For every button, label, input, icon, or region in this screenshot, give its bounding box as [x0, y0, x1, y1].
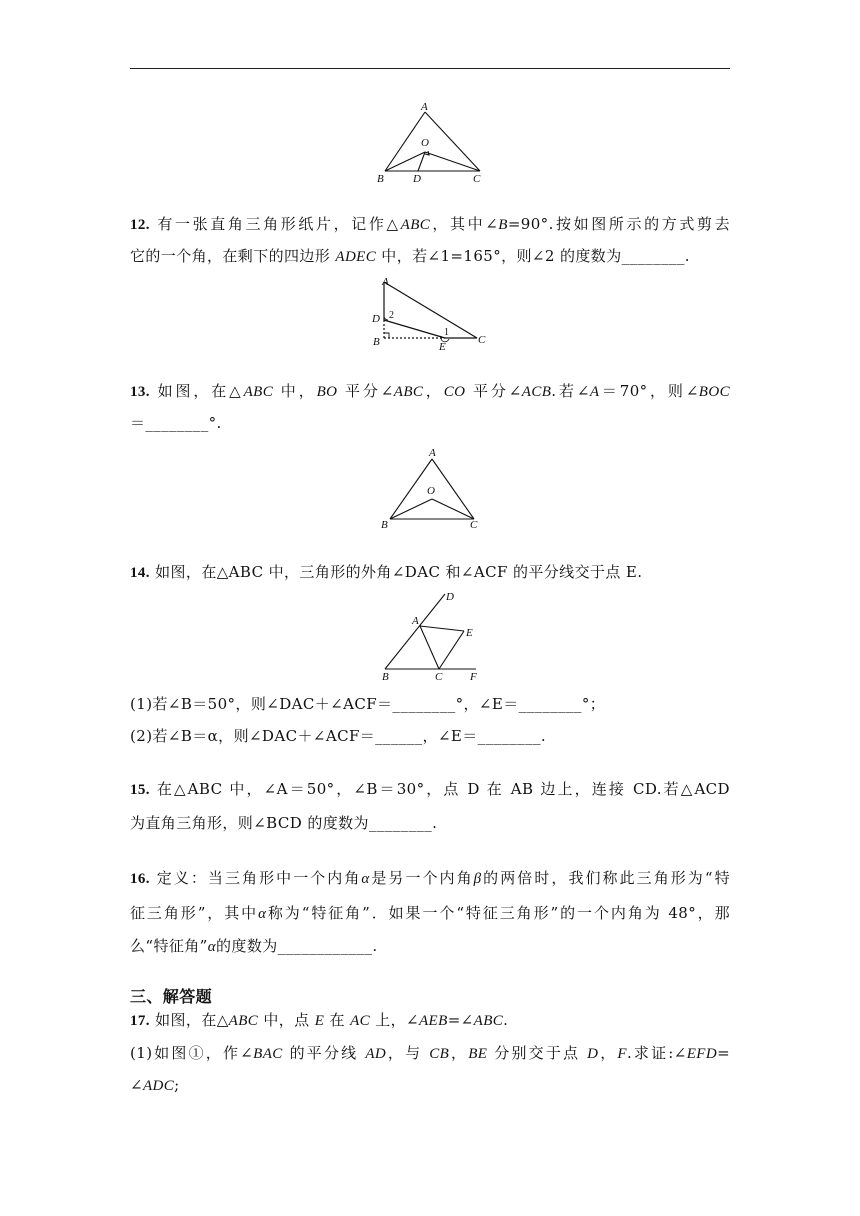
text: 的度数为____________. — [216, 937, 378, 955]
figure-12 — [364, 274, 494, 354]
text: BOC — [698, 384, 730, 400]
text: 平分∠ — [465, 382, 522, 400]
text: 中，点 — [258, 1011, 315, 1029]
text: ∠ — [130, 1076, 143, 1094]
text: ADEC — [335, 249, 377, 265]
text: ， — [423, 382, 444, 400]
q17-line-2 — [130, 1043, 730, 1064]
text: α — [207, 939, 217, 955]
edge-ac — [425, 112, 480, 171]
text: 的平分线 — [282, 1044, 366, 1062]
text: =∠ — [447, 1011, 474, 1029]
q16-line-1 — [130, 868, 730, 889]
text: 的两倍时，我们称此三角形为“特 — [481, 869, 730, 887]
label-o: O — [421, 137, 429, 149]
text: CO — [443, 384, 466, 400]
text: B — [498, 217, 508, 233]
label-d: D — [413, 173, 421, 185]
text: 中，若∠1=165°，则∠2 的度数为________. — [376, 247, 690, 265]
text: 定义：当三角形中一个内角 — [149, 869, 362, 887]
section-title: 三、解答题 — [130, 987, 213, 1006]
figure-14 — [372, 586, 492, 682]
q14-line-1 — [130, 562, 730, 583]
q17-number: 17. — [130, 1013, 150, 1029]
label-f: F — [470, 671, 477, 682]
text: ， — [598, 1044, 618, 1062]
label-b: B — [382, 671, 389, 682]
text: α — [361, 871, 370, 887]
text: BO — [316, 384, 338, 400]
segment-oc — [432, 499, 474, 519]
label-angle-1: 1 — [444, 327, 449, 338]
label-d: D — [446, 591, 454, 603]
segment-ce — [439, 631, 464, 669]
edge-ac — [420, 626, 439, 669]
text: ， — [449, 1044, 469, 1062]
text: 中， — [273, 382, 317, 400]
text: (1)如图①，作∠ — [130, 1044, 254, 1062]
label-a: A — [382, 276, 389, 288]
text: 称为“特征角”．如果一个“特征三角形”的一个内角为 48°，那 — [266, 904, 731, 922]
label-o: O — [427, 485, 435, 497]
text: AC — [350, 1013, 371, 1029]
angle-2-arc — [384, 316, 388, 320]
label-c: C — [435, 671, 443, 682]
text: AD — [365, 1046, 387, 1062]
label-c: C — [473, 173, 481, 185]
text: CB — [429, 1046, 450, 1062]
text: ABC — [228, 1013, 259, 1029]
label-c: C — [470, 519, 478, 531]
text: ABC — [393, 384, 424, 400]
q13-line-2: ＝________°. — [130, 414, 222, 432]
label-b: B — [377, 173, 384, 185]
label-a: A — [412, 615, 419, 627]
text: ; — [174, 1076, 180, 1094]
edge-ab — [390, 459, 432, 519]
q12-line-1 — [130, 214, 730, 235]
text: ＝70°，则∠ — [599, 382, 699, 400]
label-e: E — [466, 627, 473, 639]
text: D — [587, 1046, 599, 1062]
label-c: C — [478, 334, 486, 346]
text: ADC — [142, 1078, 175, 1094]
text: 它的一个角，在剩下的四边形 — [130, 247, 336, 265]
text: =90°.按如图所示的方式剪去 — [507, 215, 730, 233]
text: .若∠ — [551, 382, 590, 400]
text: 平分∠ — [337, 382, 394, 400]
q17-line-3 — [130, 1075, 730, 1096]
text: . — [503, 1011, 509, 1029]
text: BAC — [253, 1046, 283, 1062]
text: BE — [468, 1046, 488, 1062]
text: AEB — [418, 1013, 448, 1029]
q14-number: 14. — [130, 565, 150, 581]
text: EFD — [686, 1046, 718, 1062]
text: 如图，在△ — [149, 382, 244, 400]
cut-de — [384, 320, 445, 338]
text: 在 — [324, 1011, 351, 1029]
right-angle-mark — [384, 333, 389, 338]
q13-line-1 — [130, 381, 730, 402]
label-a: A — [429, 447, 436, 459]
figure-13 — [370, 444, 490, 534]
ray-bd — [385, 594, 445, 669]
edge-ac — [432, 459, 474, 519]
text: ，与 — [386, 1044, 430, 1062]
label-a: A — [421, 101, 428, 113]
text: 有一张直角三角形纸片，记作△ — [149, 215, 401, 233]
text: 在△ABC 中，∠A＝50°，∠B＝30°，点 D 在 AB 边上，连接 CD.若△ACD — [149, 780, 730, 798]
q15-number: 15. — [130, 782, 150, 798]
label-angle-2: 2 — [389, 310, 394, 321]
text: ，其中∠ — [430, 215, 499, 233]
q13-number: 13. — [130, 384, 150, 400]
q12-number: 12. — [130, 217, 150, 233]
text: E — [314, 1013, 325, 1029]
segment-ae — [420, 626, 464, 631]
text: 分别交于点 — [487, 1044, 588, 1062]
text: ABC — [473, 1013, 504, 1029]
q16-line-2 — [130, 903, 730, 924]
text: A — [589, 384, 600, 400]
text: ACB — [521, 384, 552, 400]
text: α — [258, 906, 267, 922]
text: 么“特征角” — [130, 937, 208, 955]
text: .求证:∠ — [626, 1044, 687, 1062]
q16-line-3 — [130, 936, 730, 957]
text: 征三角形”，其中 — [130, 904, 259, 922]
q15-line-1 — [130, 779, 730, 800]
text: 如图，在△ABC 中，三角形的外角∠DAC 和∠ACF 的平分线交于点 E. — [149, 563, 643, 581]
text: = — [717, 1044, 731, 1062]
label-e: E — [439, 341, 446, 353]
label-d: D — [372, 313, 380, 325]
segment-bo — [390, 499, 432, 519]
edge-ab — [385, 112, 425, 171]
text: ABC — [400, 217, 431, 233]
edge-ac — [384, 282, 477, 338]
figure-11 — [360, 98, 500, 186]
q15-line-2: 为直角三角形，则∠BCD 的度数为________. — [130, 814, 438, 832]
text: 如图，在△ — [149, 1011, 229, 1029]
label-b: B — [381, 519, 388, 531]
text: β — [473, 871, 482, 887]
text: 上，∠ — [370, 1011, 419, 1029]
text: F — [617, 1046, 627, 1062]
text: ABC — [243, 384, 274, 400]
q14-part-2: (2)若∠B＝α，则∠DAC＋∠ACF＝______，∠E＝________. — [130, 727, 547, 745]
header-rule — [130, 68, 730, 69]
text: 是另一个内角 — [369, 869, 474, 887]
q17-line-1 — [130, 1010, 730, 1031]
q12-line-2 — [130, 246, 730, 267]
q14-part-1: (1)若∠B＝50°，则∠DAC＋∠ACF＝________°，∠E＝________°； — [130, 695, 606, 713]
label-b: B — [373, 336, 380, 348]
q16-number: 16. — [130, 871, 150, 887]
